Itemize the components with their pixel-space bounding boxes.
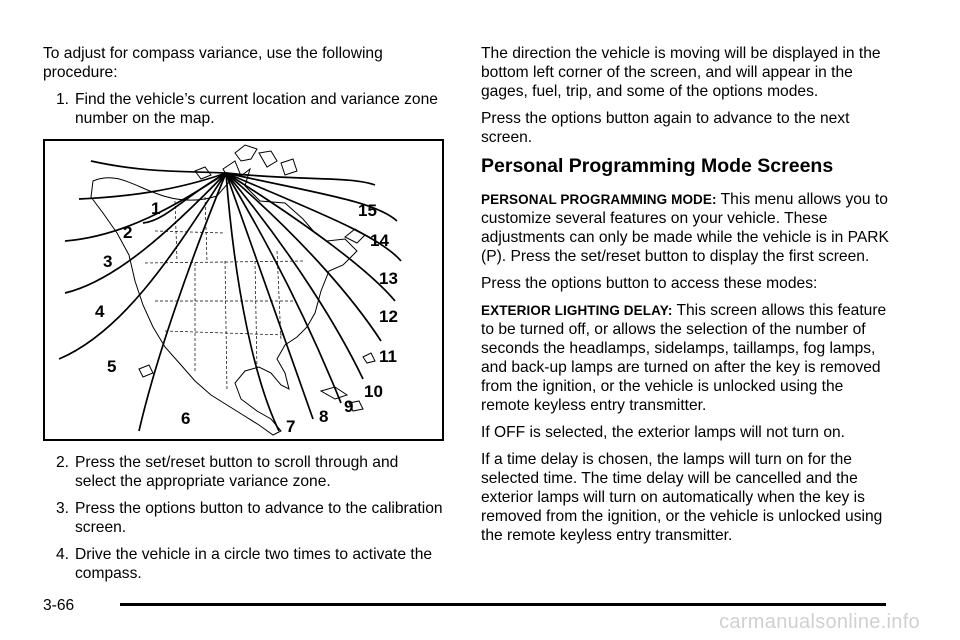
zone-label-15: 15: [358, 201, 377, 220]
zone-label-7: 7: [286, 417, 296, 436]
zone-label-14: 14: [370, 231, 389, 250]
advance-paragraph: Press the options button again to advance to the next screen.: [481, 110, 850, 146]
zone-label-5: 5: [107, 357, 117, 376]
right-column: [481, 44, 891, 553]
step-text: Press the set/reset button to scroll through and select the appropriate variance zone.: [75, 454, 399, 490]
zone-label-8: 8: [319, 407, 329, 426]
watermark: carmanualsonline.info: [719, 611, 920, 633]
north-america-outline: [91, 145, 375, 435]
paragraph-body: This menu allows you to customize several features on your vehicle. These adjustments can only be made while the vehicle is in PARK (P). Press the set/reset button to display the first screen.: [481, 191, 889, 265]
personal-programming-paragraph: [481, 190, 891, 266]
run-in-heading: PERSONAL PROGRAMMING MODE:: [481, 192, 717, 207]
zone-label-2: 2: [123, 223, 133, 242]
variance-zone-lines: [59, 161, 401, 431]
paragraph-body: This screen allows this feature to be turned off, or allows the selection of the number of seconds the headlamps, sidelamps, taillamps, fog lamps, and back-up lamps are turned on after the key is removed from the ignition, or the vehicle is unlocked using the remote keyless entry transmitter.: [481, 302, 887, 414]
direction-display-paragraph: The direction the vehicle is moving will be displayed in the bottom left corner of the screen, and will appear in the gages, fuel, trip, and some of the options modes.: [481, 45, 881, 100]
zone-label-12: 12: [379, 307, 398, 326]
compass-variance-zone-map: [43, 139, 444, 441]
section-heading: Personal Programming Mode Screens: [481, 155, 834, 177]
intro-paragraph: To adjust for compass variance, use the following procedure:: [43, 45, 383, 81]
zone-label-1: 1: [151, 199, 161, 218]
step-number: 1.: [55, 91, 69, 108]
zone-label-6: 6: [181, 409, 191, 428]
step-number: 4.: [55, 546, 69, 563]
border-lines: [145, 197, 305, 391]
step-4: [43, 545, 443, 583]
step-text: Find the vehicle’s current location and variance zone number on the map.: [75, 91, 438, 127]
step-number: 3.: [55, 500, 69, 517]
step-text: Press the options button to advance to the calibration screen.: [75, 500, 443, 536]
step-1: [43, 90, 443, 128]
access-modes-paragraph: Press the options button to access these modes:: [481, 275, 818, 292]
run-in-heading: EXTERIOR LIGHTING DELAY:: [481, 303, 673, 318]
zone-label-3: 3: [103, 252, 113, 271]
step-text: Drive the vehicle in a circle two times to activate the compass.: [75, 546, 433, 582]
time-delay-paragraph: If a time delay is chosen, the lamps will turn on for the selected time. The time delay will be cancelled and the exterior lamps will turn on automatically when the key is removed from the ignition, or the vehicle is unlocked using the remote keyless entry transmitter.: [481, 451, 883, 544]
zone-label-13: 13: [379, 269, 398, 288]
left-column: [43, 44, 443, 591]
zone-label-11: 11: [379, 347, 397, 366]
step-3: [43, 499, 443, 537]
page-number: 3-66: [43, 597, 75, 614]
footer-rule: [120, 603, 886, 606]
exterior-lighting-paragraph: [481, 301, 891, 415]
zone-label-9: 9: [344, 397, 354, 416]
zone-label-10: 10: [364, 382, 383, 401]
step-2: [43, 453, 443, 491]
off-selected-paragraph: If OFF is selected, the exterior lamps will not turn on.: [481, 424, 845, 441]
step-number: 2.: [55, 454, 69, 471]
zone-label-4: 4: [95, 302, 105, 321]
